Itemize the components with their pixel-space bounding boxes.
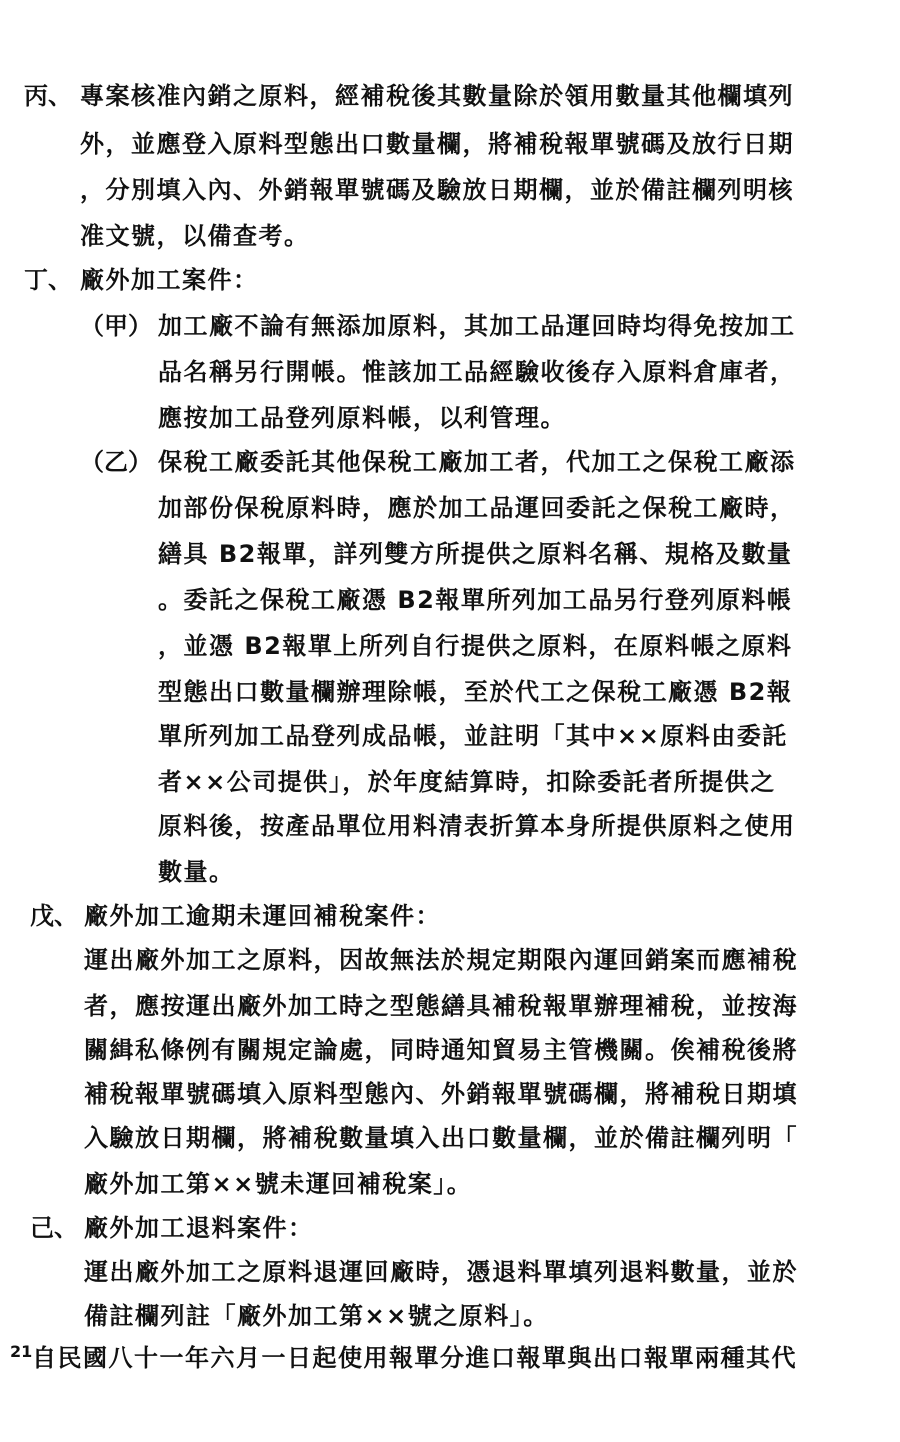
subsection-yi-line-2: 加部份保稅原料時，應於加工品運回委託之保稅工廠時， [158,494,796,522]
footnote-marker: 21 [10,1342,33,1361]
section-wu-line-2: 者，應按運出廠外加工時之型態繕具補稅報單辦理補稅，並按海 [84,992,798,1020]
section-wu-title: 廠外加工逾期未運回補稅案件： [84,902,441,930]
section-ji-line-2: 備註欄列註「廠外加工第××號之原料」。 [84,1302,549,1330]
subsection-yi-line-7: 單所列加工品登列成品帳，並註明「其中××原料由委託 [158,722,788,750]
section-wu-line-1: 運出廠外加工之原料，因故無法於規定期限內運回銷案而應補稅 [84,946,798,974]
section-wu-line-3: 關緝私條例有關規定論處，同時通知貿易主管機關。俟補稅後將 [84,1036,798,1064]
section-bing-marker: 丙、 [24,82,72,110]
subsection-jia-line-3: 應按加工品登列原料帳，以利管理。 [158,404,566,432]
section-wu-marker: 戊、 [30,902,78,930]
section-bing-line-1: 專案核准內銷之原料，經補稅後其數量除於領用數量其他欄填列 [80,82,794,110]
subsection-yi-line-3: 繕具 B2報單，詳列雙方所提供之原料名稱、規格及數量 [158,540,793,568]
section-wu-line-6: 廠外加工第××號未運回補稅案」。 [84,1170,473,1198]
subsection-yi-line-8: 者××公司提供」，於年度結算時，扣除委託者所提供之 [158,768,776,796]
section-ji-title: 廠外加工退料案件： [84,1214,314,1242]
section-bing-line-2: 外，並應登入原料型態出口數量欄，將補稅報單號碼及放行日期 [80,130,794,158]
section-bing-line-4: 准文號，以備查考。 [80,222,310,250]
section-wu-line-5: 入驗放日期欄，將補稅數量填入出口數量欄，並於備註欄列明「 [84,1124,798,1152]
subsection-yi-marker: （乙） [80,448,152,476]
subsection-yi-line-5: ，並憑 B2報單上所列自行提供之原料，在原料帳之原料 [158,632,793,660]
section-ding-marker: 丁、 [24,266,72,294]
footnote-text: 自民國八十一年六月一日起使用報單分進口報單與出口報單兩種其代 [32,1344,797,1372]
section-ji-line-1: 運出廠外加工之原料退運回廠時，憑退料單填列退料數量，並於 [84,1258,798,1286]
subsection-yi-line-9: 原料後，按產品單位用料清表折算本身所提供原料之使用 [158,812,796,840]
subsection-yi-line-6: 型態出口數量欄辦理除帳，至於代工之保稅工廠憑 B2報 [158,678,793,706]
subsection-jia-marker: （甲） [80,312,152,340]
subsection-yi-line-10: 數量。 [158,858,235,886]
section-bing-line-3: ，分別填入內、外銷報單號碼及驗放日期欄，並於備註欄列明核 [80,176,794,204]
subsection-yi-line-4: 。委託之保稅工廠憑 B2報單所列加工品另行登列原料帳 [158,586,793,614]
section-ding-title: 廠外加工案件： [80,266,259,294]
subsection-jia-line-2: 品名稱另行開帳。惟該加工品經驗收後存入原料倉庫者， [158,358,796,386]
subsection-yi-line-1: 保稅工廠委託其他保稅工廠加工者，代加工之保稅工廠添 [158,448,796,476]
section-wu-line-4: 補稅報單號碼填入原料型態內、外銷報單號碼欄，將補稅日期填 [84,1080,798,1108]
section-ji-marker: 己、 [30,1214,78,1242]
subsection-jia-line-1: 加工廠不論有無添加原料，其加工品運回時均得免按加工 [158,312,796,340]
